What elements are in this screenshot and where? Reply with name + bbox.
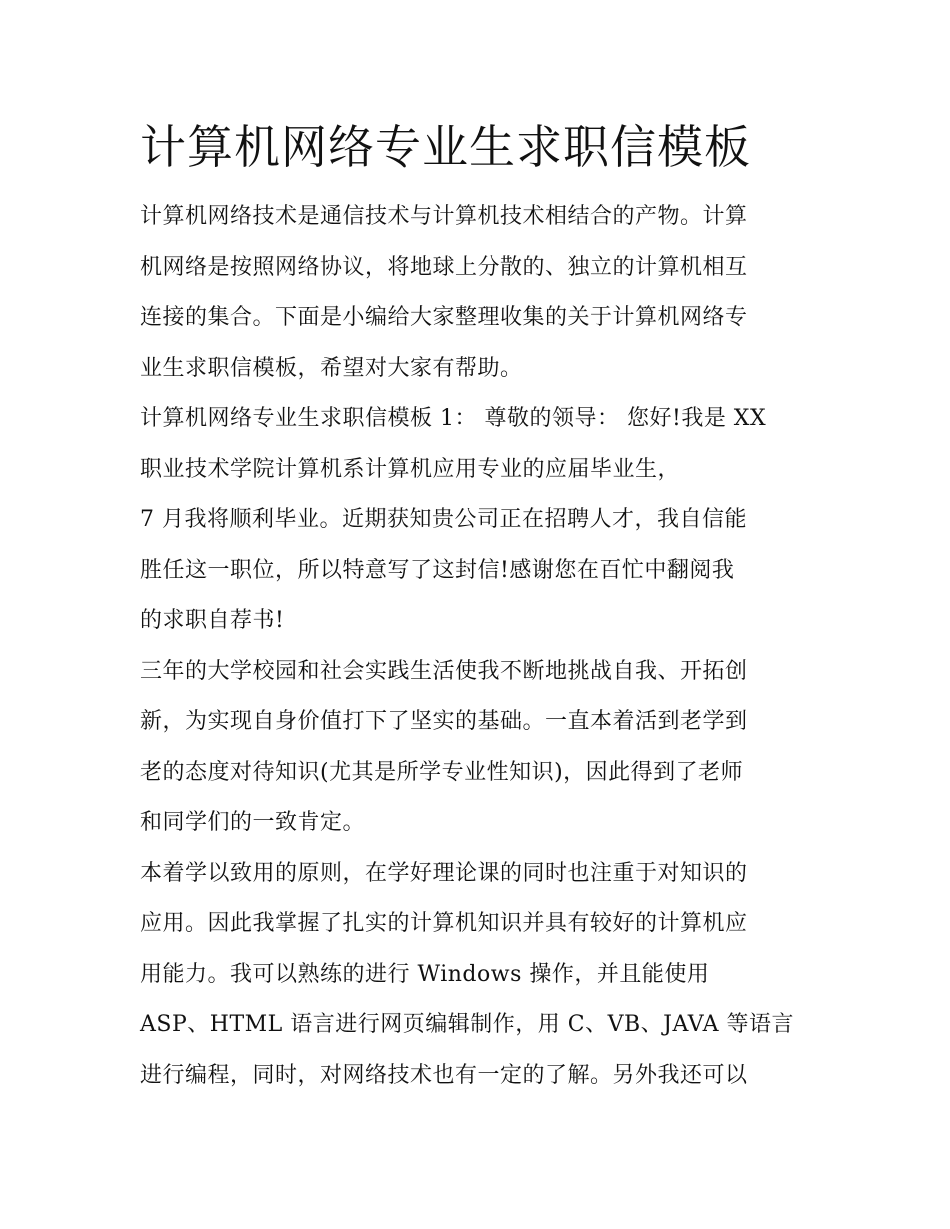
text-line: 7 月我将顺利毕业。近期获知贵公司正在招聘人才，我自信能 xyxy=(140,507,747,532)
text-line: 新，为实现自身价值打下了坚实的基础。一直本着活到老学到 xyxy=(140,709,748,734)
text-line: 职业技术学院计算机系计算机应用专业的应届毕业生， xyxy=(140,456,681,482)
text-line: 计算机网络技术是通信技术与计算机技术相结合的产物。计算 xyxy=(140,204,748,229)
document-title: 计算机网络专业生求职信模板 xyxy=(140,120,751,174)
text-line: 三年的大学校园和社会实践生活使我不断地挑战自我、开拓创 xyxy=(140,658,748,684)
document-page xyxy=(140,112,815,1101)
text-line: 业生求职信模板，希望对大家有帮助。 xyxy=(140,355,523,381)
text-line: 计算机网络专业生求职信模板 1： 尊敬的领导： 您好!我是 XX xyxy=(140,406,767,431)
text-line: 胜任这一职位，所以特意写了这封信!感谢您在百忙中翻阅我 xyxy=(140,557,735,583)
text-line: 连接的集合。下面是小编给大家整理收集的关于计算机网络专 xyxy=(140,305,748,330)
text-line: 老的态度对待知识(尤其是所学专业性知识)，因此得到了老师 xyxy=(140,759,744,785)
text-line: ASP、HTML 语言进行网页编辑制作，用 C、VB、JAVA 等语言 xyxy=(140,1012,795,1037)
text-line: 用能力。我可以熟练的进行 Windows 操作，并且能使用 xyxy=(140,961,710,987)
text-line: 本着学以致用的原则，在学好理论课的同时也注重于对知识的 xyxy=(140,860,748,886)
text-line: 应用。因此我掌握了扎实的计算机知识并具有较好的计算机应 xyxy=(140,911,748,936)
text-line: 和同学们的一致肯定。 xyxy=(140,810,366,835)
text-line: 进行编程，同时，对网络技术也有一定的了解。另外我还可以 xyxy=(140,1062,748,1088)
text-line: 机网络是按照网络协议，将地球上分散的、独立的计算机相互 xyxy=(140,254,748,280)
text-line: 的求职自荐书! xyxy=(140,608,285,633)
document-body xyxy=(140,192,815,1101)
